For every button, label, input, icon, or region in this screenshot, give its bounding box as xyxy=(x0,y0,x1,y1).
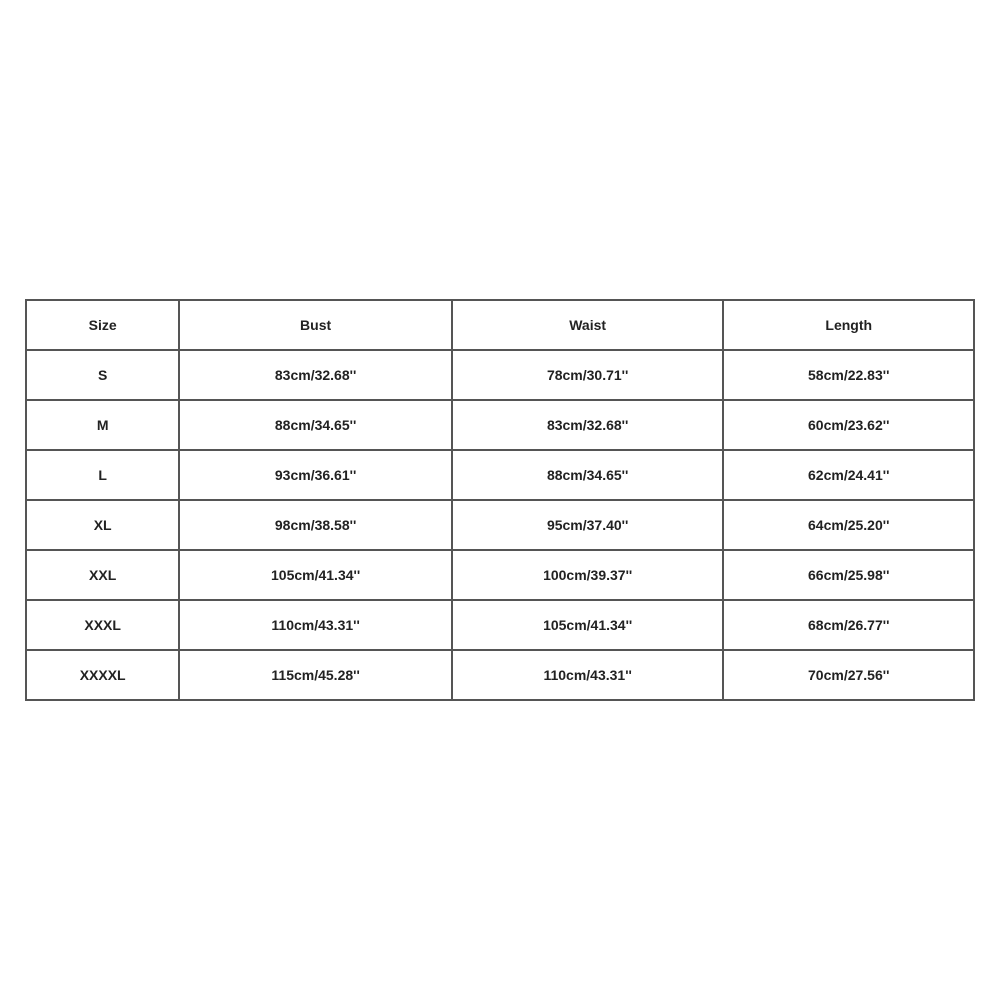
cell-length: 70cm/27.56'' xyxy=(723,650,974,700)
table-header-row xyxy=(26,300,974,350)
cell-bust: 83cm/32.68'' xyxy=(179,350,452,400)
cell-bust: 105cm/41.34'' xyxy=(179,550,452,600)
cell-waist: 88cm/34.65'' xyxy=(452,450,724,500)
cell-length: 66cm/25.98'' xyxy=(723,550,974,600)
cell-waist: 78cm/30.71'' xyxy=(452,350,724,400)
cell-waist: 100cm/39.37'' xyxy=(452,550,724,600)
table-row xyxy=(26,350,974,400)
header-size: Size xyxy=(26,300,179,350)
cell-waist: 95cm/37.40'' xyxy=(452,500,724,550)
cell-waist: 83cm/32.68'' xyxy=(452,400,724,450)
cell-bust: 115cm/45.28'' xyxy=(179,650,452,700)
cell-size: S xyxy=(26,350,179,400)
cell-size: M xyxy=(26,400,179,450)
cell-bust: 98cm/38.58'' xyxy=(179,500,452,550)
table-row xyxy=(26,450,974,500)
cell-waist: 105cm/41.34'' xyxy=(452,600,724,650)
cell-length: 68cm/26.77'' xyxy=(723,600,974,650)
cell-bust: 110cm/43.31'' xyxy=(179,600,452,650)
table-row xyxy=(26,650,974,700)
cell-size: XXXXL xyxy=(26,650,179,700)
cell-size: L xyxy=(26,450,179,500)
cell-waist: 110cm/43.31'' xyxy=(452,650,724,700)
header-bust: Bust xyxy=(179,300,452,350)
cell-length: 62cm/24.41'' xyxy=(723,450,974,500)
cell-length: 58cm/22.83'' xyxy=(723,350,974,400)
table-row xyxy=(26,600,974,650)
cell-length: 60cm/23.62'' xyxy=(723,400,974,450)
size-chart-table xyxy=(25,299,975,701)
cell-size: XXXL xyxy=(26,600,179,650)
cell-size: XXL xyxy=(26,550,179,600)
table-row xyxy=(26,500,974,550)
header-waist: Waist xyxy=(452,300,724,350)
table-row xyxy=(26,550,974,600)
table-row xyxy=(26,400,974,450)
cell-bust: 88cm/34.65'' xyxy=(179,400,452,450)
cell-length: 64cm/25.20'' xyxy=(723,500,974,550)
cell-size: XL xyxy=(26,500,179,550)
header-length: Length xyxy=(723,300,974,350)
cell-bust: 93cm/36.61'' xyxy=(179,450,452,500)
